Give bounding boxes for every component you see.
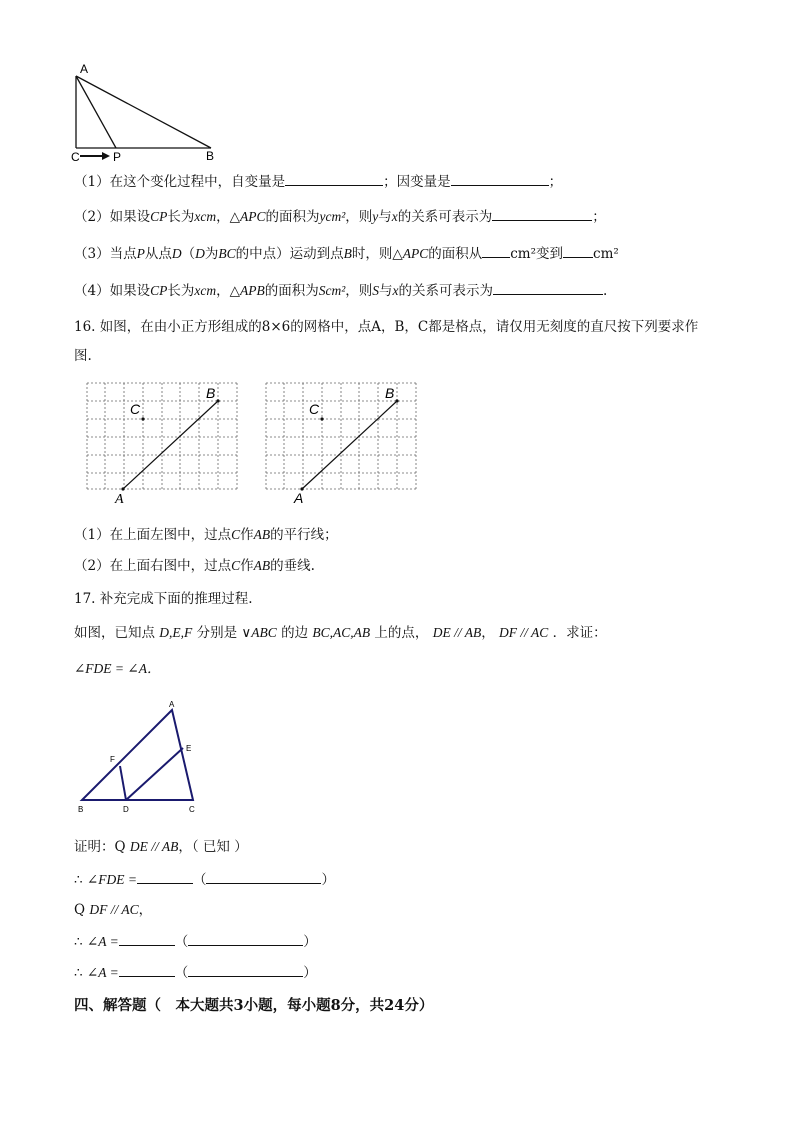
text: cm² [593, 246, 619, 262]
text: 作 [240, 558, 254, 574]
math-df-ac: DF // AC [499, 625, 549, 640]
text: ， [138, 902, 153, 918]
label-C: C [71, 150, 80, 164]
math-angle-a: ∠A = [86, 934, 119, 949]
label-D: D [123, 805, 129, 814]
label-A: A [115, 492, 124, 506]
q16-part1 [74, 526, 338, 544]
text: 与 [378, 209, 392, 225]
text: 长为 [167, 209, 195, 225]
math-c: C [231, 558, 241, 573]
text: ∴ [74, 872, 87, 888]
text: （4）如果设 [74, 283, 151, 299]
text: ，△ [216, 283, 240, 299]
text: 作 [240, 527, 254, 543]
reason-blank[interactable] [206, 870, 321, 884]
label-A: A [169, 700, 175, 709]
text: 上的点， [374, 625, 429, 641]
text: ，（ 已知 ） [178, 839, 248, 855]
label-P: P [113, 150, 122, 164]
math-angle-a: ∠A = [86, 965, 119, 980]
math-cp: CP [150, 283, 168, 298]
text: （2）在上面右图中，过点 [74, 558, 232, 574]
answer-blank[interactable] [482, 244, 510, 258]
text: ，△ [216, 209, 240, 225]
text: （ [192, 872, 207, 888]
grid-figure-right [257, 378, 427, 506]
text: （ [174, 965, 189, 981]
text: （ [174, 934, 189, 950]
text: . [603, 283, 608, 299]
label-A: A [80, 62, 89, 76]
text: ，则 [345, 283, 373, 299]
answer-blank[interactable] [137, 870, 193, 884]
text: 从点 [144, 246, 172, 262]
answer-blank[interactable] [492, 207, 592, 221]
text: 证明：Q [74, 839, 130, 855]
q15-part3 [74, 244, 619, 263]
text: ．求证： [552, 625, 607, 641]
text: 的面积为 [264, 283, 319, 299]
text: 的边 [281, 625, 309, 641]
math-x: xcm [194, 283, 217, 298]
math-apc: APC [239, 209, 266, 224]
answer-blank[interactable] [119, 963, 175, 977]
math-s: Scm² [318, 283, 346, 298]
q15-part1 [74, 172, 562, 191]
text: （ [181, 246, 196, 262]
text: ） [321, 872, 335, 888]
text: 的关系可表示为 [397, 209, 493, 225]
math-abc: ∨ABC [241, 625, 277, 640]
answer-blank[interactable] [451, 172, 549, 186]
label-B: B [385, 385, 395, 401]
text: 为 [204, 246, 219, 262]
label-E: E [186, 744, 192, 753]
proof-line-5 [74, 963, 317, 982]
reason-blank[interactable] [188, 963, 303, 977]
q15-p1-text2: ；因变量是 [383, 174, 451, 190]
text: 时，则△ [351, 246, 403, 262]
label-B: B [206, 149, 215, 163]
q16-stem-line2: 图. [74, 348, 92, 364]
label-C: C [189, 805, 195, 814]
math-d: D [195, 246, 205, 261]
math-apc: APC [402, 246, 429, 261]
answer-blank[interactable] [493, 281, 603, 295]
proof-line-1 [74, 838, 248, 856]
text: ∴ [74, 965, 87, 981]
answer-blank[interactable] [285, 172, 383, 186]
math-y: y [372, 209, 379, 224]
triangle-figure-acb [66, 60, 226, 165]
math-apb: APB [239, 283, 265, 298]
q16-stem-line1: 16. 如图，在由小正方形组成的8×6的网格中，点A，B，C都是格点，请仅用无刻度的直尺按下列要求作 [74, 319, 699, 335]
label-C: C [309, 401, 320, 417]
text: 的面积为 [265, 209, 320, 225]
math-ab: AB [253, 558, 271, 573]
text: 分别是 [196, 625, 238, 641]
q17-title: 17. 补充完成下面的推理过程. [74, 591, 253, 607]
grid-figure-left [78, 378, 248, 506]
text: （1）在上面左图中，过点 [74, 527, 232, 543]
math-x: x [392, 283, 399, 298]
math-de-ab: DE // AB [432, 625, 482, 640]
text: ） [303, 934, 317, 950]
text: 长为 [167, 283, 195, 299]
proof-line-2 [74, 870, 335, 889]
text: cm²变到 [510, 246, 564, 262]
math-bc: BC [218, 246, 236, 261]
q15-part2 [74, 207, 606, 226]
text: ； [592, 209, 606, 225]
math-df-ac: DF // AC [89, 902, 139, 917]
text: ，则 [345, 209, 373, 225]
label-F: F [110, 755, 115, 764]
text: 与 [379, 283, 393, 299]
text: 的平行线； [270, 527, 338, 543]
math-c: C [231, 527, 241, 542]
text: ， [481, 625, 495, 641]
text: 如图，已知点 [74, 625, 155, 641]
q16-part2 [74, 557, 315, 575]
math-sides: BC,AC,AB [312, 625, 371, 640]
answer-blank[interactable] [119, 932, 175, 946]
triangle-figure-abc [72, 698, 202, 816]
section-4-heading: 四、解答题（ 本大题共3小题，每小题8分，共24分） [74, 997, 434, 1014]
q15-p1-end: ； [548, 174, 563, 190]
math-de-ab: DE // AB [129, 839, 179, 854]
math-cp: CP [150, 209, 168, 224]
math-p: P [136, 246, 145, 261]
math-fde: ∠FDE = [86, 872, 137, 887]
reason-blank[interactable] [188, 932, 303, 946]
text: 的关系可表示为 [398, 283, 494, 299]
text: （2）如果设 [74, 209, 151, 225]
text: 的垂线. [270, 558, 315, 574]
text: 的中点）运动到点 [235, 246, 344, 262]
label-B: B [206, 385, 216, 401]
text: 的面积从 [428, 246, 483, 262]
q15-p1-text: （1）在这个变化过程中，自变量是 [74, 174, 286, 190]
q17-intro-line1 [74, 624, 607, 642]
answer-blank[interactable] [563, 244, 593, 258]
q17-intro-line2: ∠FDE = ∠A． [74, 661, 161, 676]
proof-line-4 [74, 932, 317, 951]
math-ab: AB [253, 527, 271, 542]
math-y: ycm² [319, 209, 346, 224]
text: Q [74, 902, 90, 918]
math-b: B [343, 246, 352, 261]
math-x: xcm [194, 209, 217, 224]
math-s: S [372, 283, 380, 298]
label-B: B [78, 805, 84, 814]
proof-line-3 [74, 901, 152, 919]
text: ∴ [74, 934, 87, 950]
label-C: C [130, 401, 141, 417]
text: ） [303, 965, 317, 981]
math-d: D [171, 246, 182, 261]
math-def: D,E,F [159, 625, 193, 640]
text: （3）当点 [74, 246, 137, 262]
math-x: x [391, 209, 398, 224]
q15-part4 [74, 281, 607, 300]
label-A: A [294, 490, 304, 506]
